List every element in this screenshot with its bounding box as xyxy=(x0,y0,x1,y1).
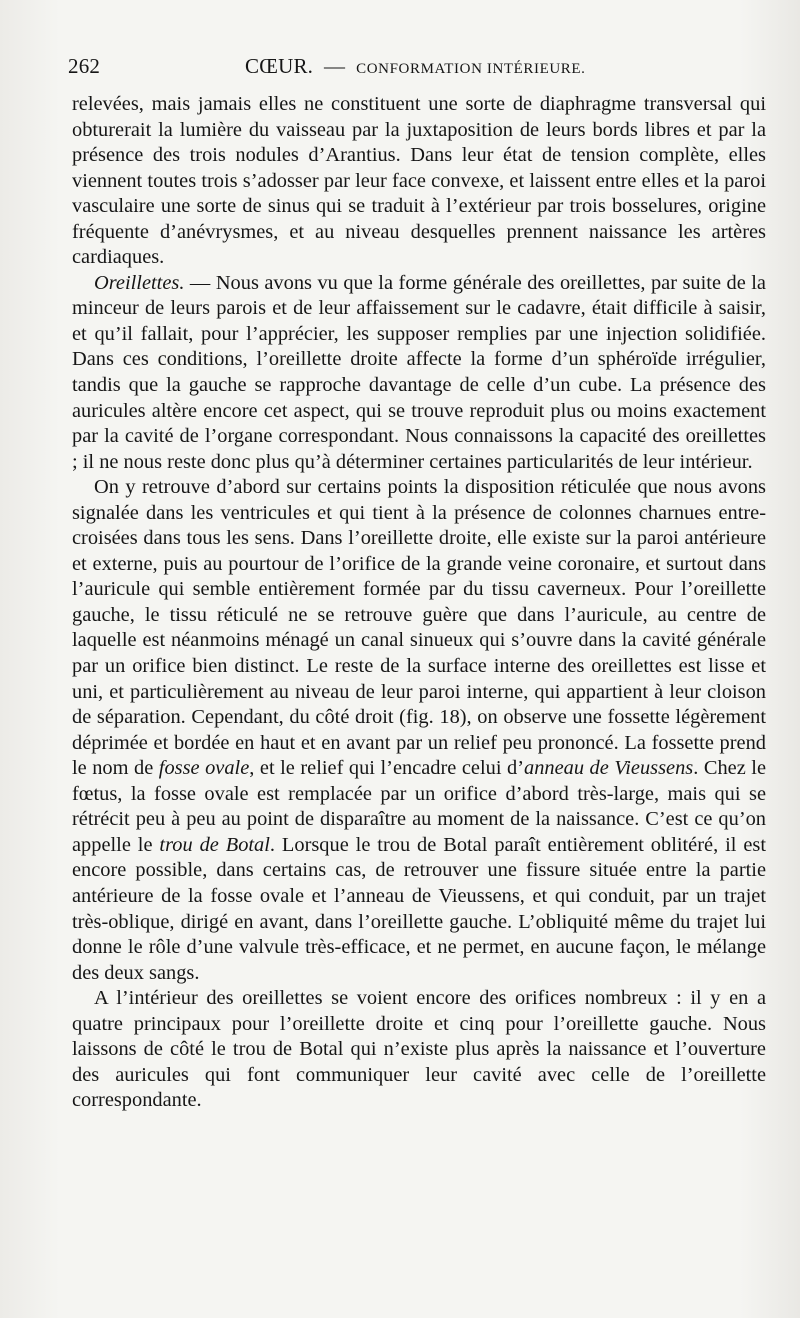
term-anneau-de-vieussens: anneau de Vieussens xyxy=(524,757,694,780)
body-text xyxy=(72,92,766,1114)
paragraph-text: , et le relief qui l’encadre celui d’ xyxy=(249,757,524,780)
paragraph-orifices xyxy=(72,986,766,1114)
page-number: 262 xyxy=(68,54,101,78)
running-title-separator: — xyxy=(324,54,346,78)
section-heading-oreillettes: Oreillettes. xyxy=(94,271,185,294)
paragraph-text: . Lorsque le trou de Botal paraît entièrement oblitéré, il est encore possible, dans certains cas, de retrouver une fissure située entre la partie antérieure de la fosse ovale et l’anneau de Vieussens, et qui conduit, par un trajet très-oblique, dirigé en avant, dans l’oreillette gauche. L’obliquité même du trajet lui donne le rôle d’une valvule très-efficace, et ne permet, en aucune façon, le mélange des deux sangs. xyxy=(72,833,766,984)
paragraph-text: On y retrouve d’abord sur certains points la disposition réticulée que nous avons signalée dans les ventricules et qui tient à la présence de colonnes charnues entre-croisées dans tous les sens. Dans l’oreillette droite, elle existe sur la paroi antérieure et externe, puis au pourtour de l’orifice de la grande veine coronaire, et surtout dans l’auricule qui semble entièrement formée par du tissu caverneux. Pour l’oreillette gauche, le tissu réticulé ne se retrouve guère que dans l’auricule, au centre de laquelle est néanmoins ménagé un canal sinueux qui s’ouvre dans la cavité générale par un orifice bien distinct. Le reste de la surface interne des oreillettes est lisse et uni, et particulièrement au niveau de leur paroi interne, qui appartient à leur cloison de séparation. Cependant, du côté droit (fig. 18), on observe une fossette légèrement déprimée et bordée en haut et en avant par un relief peu prononcé. La fossette prend le nom de xyxy=(72,476,766,780)
paragraph-text: A l’intérieur des oreillettes se voient encore des orifices nombreux : il y en a quatre principaux pour l’oreillette droite et cinq pour l’oreillette gauche. Nous laissons de côté le trou de Botal qui n’existe plus après la naissance et l’ouverture des auricules qui font communiquer leur cavité avec celle de l’oreillette correspondante. xyxy=(72,987,766,1112)
paragraph-text: . Chez le fœtus, la fosse ovale est remplacée par un orifice d’abord très-large, mais qui se rétrécit peu à peu au point de disparaître au moment de la naissance. C’est ce qu’on appelle le xyxy=(72,757,766,856)
running-header xyxy=(68,54,766,84)
running-title xyxy=(245,54,586,79)
running-title-sub: CONFORMATION INTÉRIEURE. xyxy=(356,61,586,77)
term-fosse-ovale: fosse ovale xyxy=(158,757,250,780)
paragraph-oreillettes xyxy=(72,271,766,475)
paragraph-disposition-reticulee xyxy=(72,475,766,986)
running-title-main: CŒUR. xyxy=(245,54,314,78)
paragraph-text: relevées, mais jamais elles ne constituent une sorte de diaphragme transversal qui obturerait la lumière du vaisseau par la juxtaposition de leurs bords libres et par la présence des trois nodules d’Arantius. Dans leur état de tension complète, elles viennent toutes trois s’adosser par leur face convexe, et laissent entre elles et la paroi vasculaire une sorte de sinus qui se traduit à l’extérieur par trois bosselures, origine fréquente d’anévrysmes, et au niveau desquelles prennent naissance les artères cardiaques. xyxy=(72,93,766,269)
paragraph-text: — Nous avons vu que la forme générale des oreillettes, par suite de la minceur de leurs parois et de leur affaissement sur le cadavre, était difficile à saisir, et qu’il fallait, pour l’apprécier, les supposer remplies par une injection solidifiée. Dans ces conditions, l’oreillette droite affecte la forme d’un sphéroïde irrégulier, tandis que la gauche se rapproche davantage de celle d’un cube. La présence des auricules altère encore cet aspect, qui se trouve reproduit plus ou moins exactement par la cavité de l’organe correspondant. Nous connaissons la capacité des oreillettes ; il ne nous reste donc plus qu’à déterminer certaines particularités de leur intérieur. xyxy=(72,271,766,473)
paragraph-continuation xyxy=(72,92,766,271)
term-trou-de-botal: trou de Botal xyxy=(159,833,270,856)
